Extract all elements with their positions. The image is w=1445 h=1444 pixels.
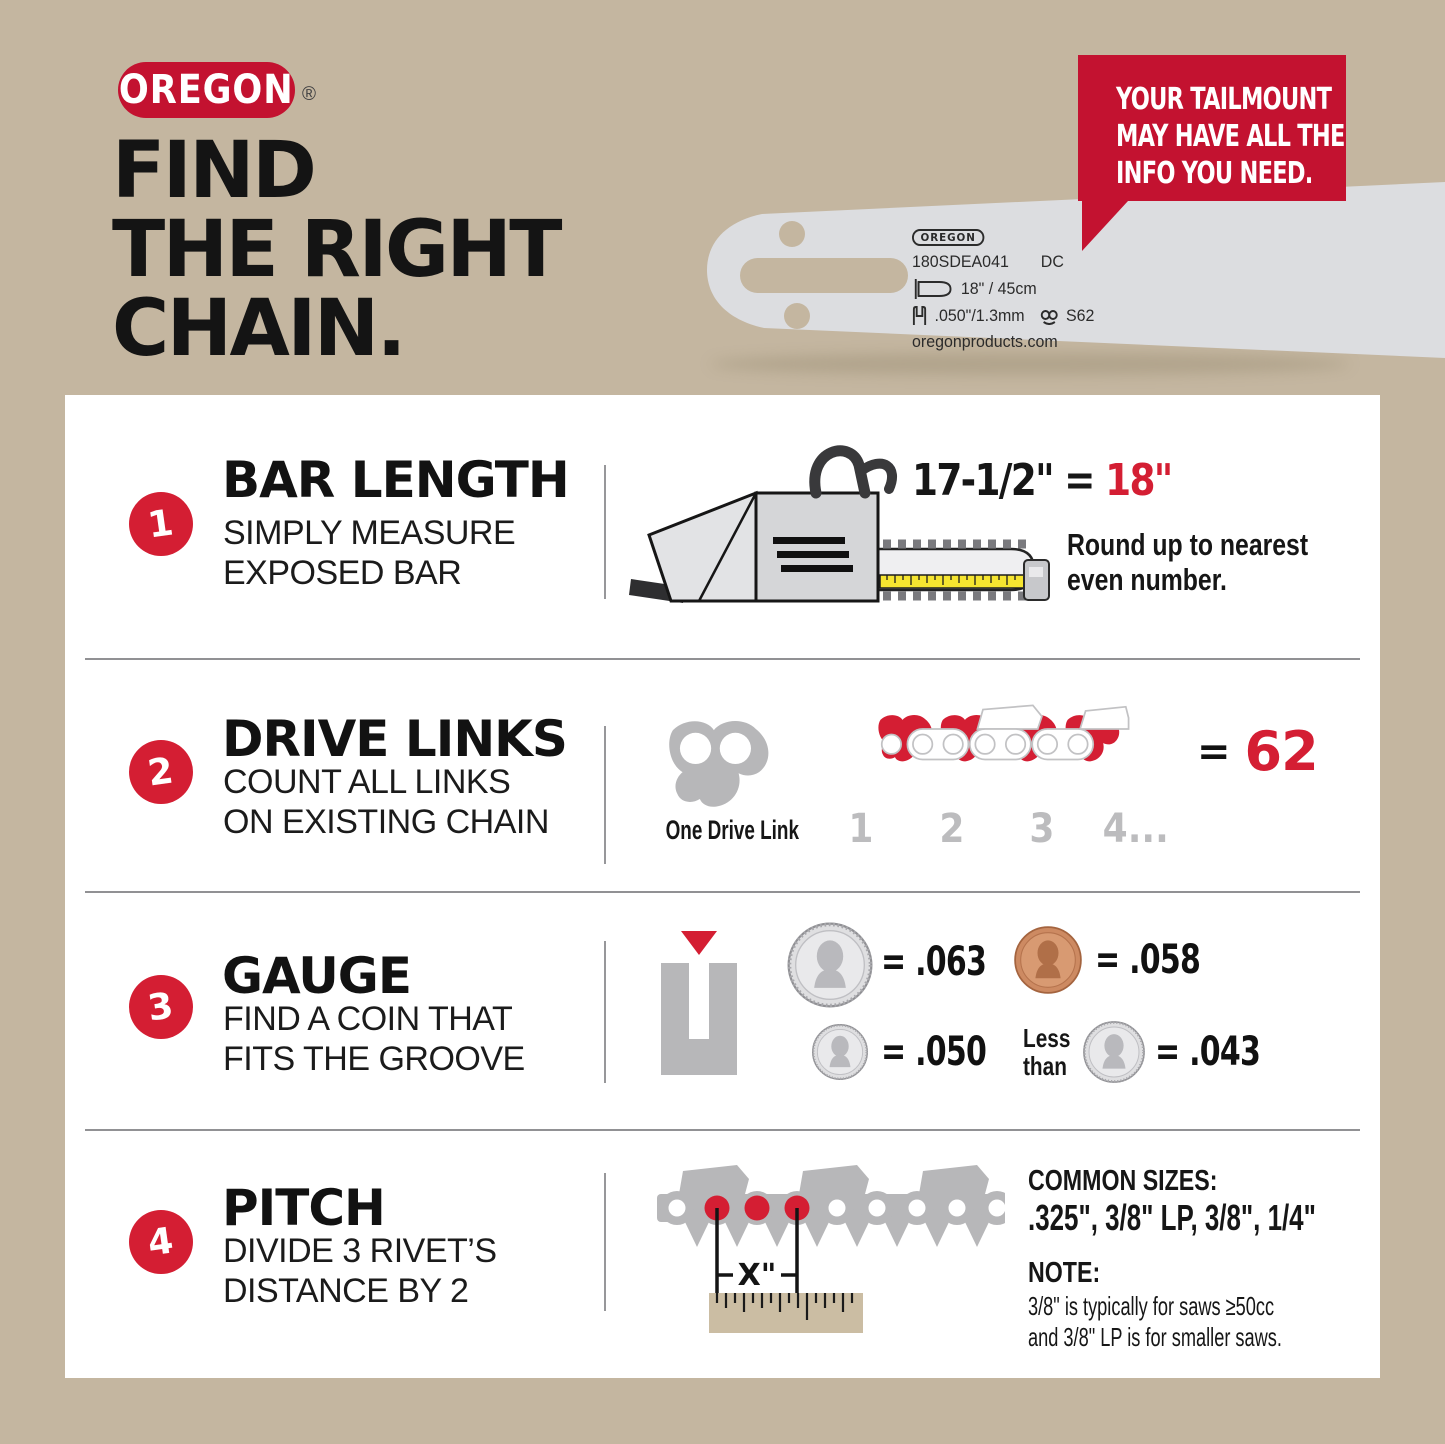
bubble-line: MAY HAVE ALL THE [1116,119,1345,154]
arrow-down-icon [681,931,717,955]
step-drive-links [65,660,1380,891]
common-sizes-label: COMMON SIZES: [1028,1165,1218,1197]
title-line: CHAIN. [112,284,404,374]
ruler [709,1293,863,1333]
penny-gauge-value: = .058 [1095,937,1201,983]
page-title [112,126,561,374]
note-label: NOTE: [1028,1257,1101,1289]
oregon-logo-text: OREGON [119,67,294,113]
step-number-badge [129,1210,193,1274]
steps-panel [65,395,1380,1378]
step-bar-length [65,395,1380,658]
step-pitch [65,1131,1380,1378]
pitch-distance-label: X" [737,1258,777,1293]
less-than-label: Less than [1023,1023,1071,1081]
bar-length-icon [912,278,953,300]
step-title: DRIVE LINKS [222,710,567,768]
bar-length-line [912,278,1156,300]
small-dime-gauge-value: = .043 [1155,1029,1261,1075]
one-drive-link-label: One Drive Link [665,815,799,845]
link-count-label: 1 [848,806,874,852]
step-number: 1 [145,501,177,547]
step-subtitle: FIND A COIN THAT FITS THE GROOVE [223,1000,525,1078]
step-number: 3 [145,984,177,1030]
step-number: 4 [145,1219,177,1265]
link-count-label: 4... [1102,806,1170,852]
pitch-measurement-illustration [653,1161,1005,1337]
title-line: THE RIGHT [112,205,561,295]
oregon-logo [118,62,295,118]
chain-side-plates [907,729,1093,760]
bubble-line: INFO YOU NEED. [1116,156,1313,191]
bar-oregon-logo [912,229,984,246]
guide-bar-illustration [700,170,1445,390]
step-number-badge [129,975,193,1039]
chain-type-icon [1040,307,1059,325]
step-subtitle: SIMPLY MEASURE EXPOSED BAR [223,514,516,592]
registered-trademark: ® [302,84,316,105]
rounded-length-value: 18" [1105,455,1172,506]
step-number-badge [129,740,193,804]
penny-coin [1013,925,1083,995]
link-count-label: 3 [1029,806,1055,852]
bar-mount-code: DC [1040,252,1064,271]
step-subtitle: COUNT ALL LINKS ON EXISTING CHAIN [223,763,549,841]
tape-measure [880,575,1026,588]
drive-link-total: = 62 [1197,720,1318,783]
title-line: FIND [112,126,315,216]
bar-website: oregonproducts.com [912,332,1058,351]
bar-model-number: 180SDEA041 [912,252,1009,271]
dime-coin [1082,1020,1146,1084]
step-number-badge [129,492,193,556]
one-drive-link-illustration [660,716,772,811]
dime-coin [811,1023,869,1081]
divider [604,465,606,599]
step-subtitle: DIVIDE 3 RIVET’S DISTANCE BY 2 [223,1232,497,1310]
bar-model-line [912,252,1156,272]
divider [604,1173,606,1311]
cutter-link [1080,707,1129,729]
quarter-gauge-value: = .063 [881,939,987,985]
quarter-coin [786,921,874,1009]
round-up-note: Round up to nearest even number. [1067,527,1309,597]
tape-measure-case [1024,560,1049,600]
bar-mount-hole [779,221,805,247]
drive-link-count-value: 62 [1244,720,1318,783]
dime-gauge-value: = .050 [881,1029,987,1075]
bar-gauge-value: .050"/1.3mm [934,306,1025,325]
rivet-markers [705,1196,810,1221]
step-title: GAUGE [222,947,411,1005]
bar-mount-slot [740,258,908,293]
bar-oregon-logo-text: OREGON [920,231,976,244]
bar-mount-hole [784,303,810,329]
bar-length-value: 18" / 45cm [960,279,1037,298]
step-gauge [65,893,1380,1129]
step-number: 2 [145,749,177,795]
step-title: PITCH [222,1179,385,1237]
cutter-link [977,705,1041,729]
common-sizes-value: .325", 3/8" LP, 3/8", 1/4" [1028,1197,1316,1238]
step-title: BAR LENGTH [222,451,569,509]
bar-length-equation: 17-1/2" = 18" [912,455,1172,506]
link-count-label: 2 [939,806,965,852]
divider [604,726,606,864]
bubble-line: YOUR TAILMOUNT [1116,82,1332,117]
bar-chain-code: S62 [1065,306,1095,325]
bar-groove-illustration [653,927,745,1079]
pitch-note: 3/8" is typically for saws ≥50cc and 3/8" LP is for smaller saws. [1028,1291,1282,1352]
tailmount-callout-bubble [1078,55,1346,201]
divider [604,941,606,1083]
bar-gauge-line [912,306,1156,326]
gauge-icon [912,306,927,326]
chain-counting-illustration [817,704,1185,808]
